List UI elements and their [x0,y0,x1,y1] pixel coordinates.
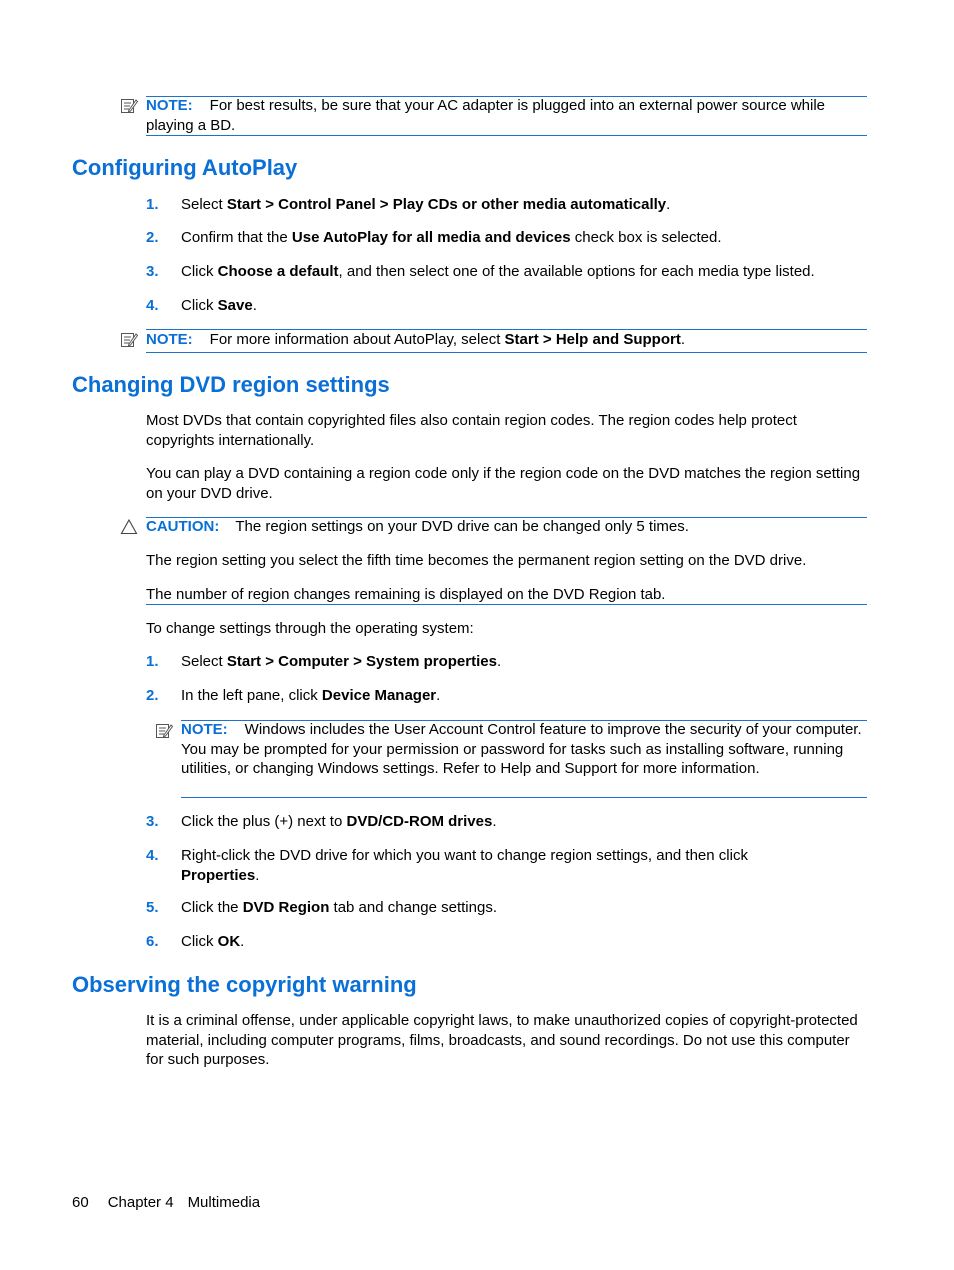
caution-label: CAUTION: [146,518,220,535]
step-pre: Right-click the DVD drive for which you want to change region settings, and then click [181,847,748,864]
note-pre: For more information about AutoPlay, select [209,331,505,348]
step-bold: Save [217,297,253,314]
note-icon [120,97,138,115]
step-pre: Click [181,297,218,314]
step-number: 2. [146,687,159,704]
step-bold: OK [217,933,241,950]
note-post: . [680,331,685,348]
step-post: , and then select one of the available options for each media type listed. [338,263,815,280]
note-icon [155,722,173,740]
caution-bottom-rule [146,604,867,605]
step-number: 1. [146,196,159,213]
step-number: 2. [146,229,159,246]
note-bottom-rule [181,797,867,798]
paragraph: To change settings through the operating system: [146,620,474,637]
step-text [181,228,871,248]
step-number: 3. [146,813,159,830]
note-label: NOTE: [146,97,193,114]
note-label: NOTE: [146,331,193,348]
chapter-title: Multimedia [187,1194,261,1211]
step-post: tab and change settings. [329,899,497,916]
caution-line: The number of region changes remaining is displayed on the DVD Region tab. [146,586,666,603]
step-pre: Select [181,196,227,213]
step-number: 5. [146,899,159,916]
note-icon [120,331,138,349]
note-bold: Start > Help and Support [504,331,681,348]
step-text [181,296,871,316]
step-post: . [666,196,671,213]
step-number: 4. [146,847,159,864]
step-bold: DVD/CD-ROM drives [346,813,493,830]
step-bold: Device Manager [321,687,437,704]
note-block [146,96,870,135]
step-pre: Click the plus (+) next to [181,813,347,830]
note-text: Windows includes the User Account Control feature to improve the security of your computer. You may be prompted for your permission or password for tasks such as installing software, running utilities, or changing Windows settings. Refer to Help and Support for more information. [181,721,862,777]
step-pre: In the left pane, click [181,687,322,704]
chapter-label: Chapter 4 [107,1194,174,1211]
step-number: 3. [146,263,159,280]
step-pre: Select [181,653,227,670]
step-text [181,932,871,952]
paragraph: It is a criminal offense, under applicable copyright laws, to make unauthorized copies of copyright-protected material, including computer programs, films, broadcasts, and sound recordings. Do not use this computer for such purposes. [146,1012,858,1068]
step-post: . [492,813,497,830]
page-footer [72,1193,260,1213]
step-post: . [240,933,245,950]
step-bold: Choose a default [217,263,339,280]
section-heading: Changing DVD region settings [72,372,390,397]
caution-text: The region settings on your DVD drive can be changed only 5 times. [235,518,689,535]
step-post: . [436,687,441,704]
step-text [181,812,871,832]
step-number: 6. [146,933,159,950]
step-number: 1. [146,653,159,670]
paragraph: You can play a DVD containing a region code only if the region code on the DVD matches the region setting on your DVD drive. [146,465,861,502]
step-post: . [252,297,257,314]
paragraph: Most DVDs that contain copyrighted files also contain region codes. The region codes help protect copyrights internationally. [146,412,797,449]
note-text: For best results, be sure that your AC adapter is plugged into an external power source while playing a BD. [146,97,826,134]
caution-line: The region setting you select the fifth time becomes the permanent region setting on the DVD drive. [146,552,807,569]
step-bold: Properties [181,866,256,884]
note-block [146,330,870,350]
note-bottom-rule [146,352,867,353]
step-text [181,652,871,672]
section-heading: Observing the copyright warning [72,972,417,997]
note-label: NOTE: [181,721,228,738]
step-text [181,898,871,918]
step-text [181,686,871,706]
page-number: 60 [72,1194,89,1211]
step-bold: Start > Control Panel > Play CDs or other media automatically [226,196,667,213]
step-pre: Click [181,933,218,950]
step-bold: Start > Computer > System properties [226,653,497,670]
step-text [181,262,871,282]
step-post: . [496,653,502,670]
step-pre: Confirm that the [181,229,292,246]
note-bottom-rule [146,135,867,136]
step-post: . [255,866,260,884]
section-heading: Configuring AutoPlay [72,155,298,180]
step-pre: Click the [181,899,243,916]
step-text [181,195,871,215]
step-pre: Click [181,263,218,280]
step-text [181,846,821,885]
note-block [181,720,869,779]
step-number: 4. [146,297,159,314]
caution-block [146,517,870,537]
step-bold: Use AutoPlay for all media and devices [291,229,571,246]
step-bold: DVD Region [242,899,330,916]
step-post: check box is selected. [570,229,722,246]
caution-triangle-icon [120,518,138,536]
